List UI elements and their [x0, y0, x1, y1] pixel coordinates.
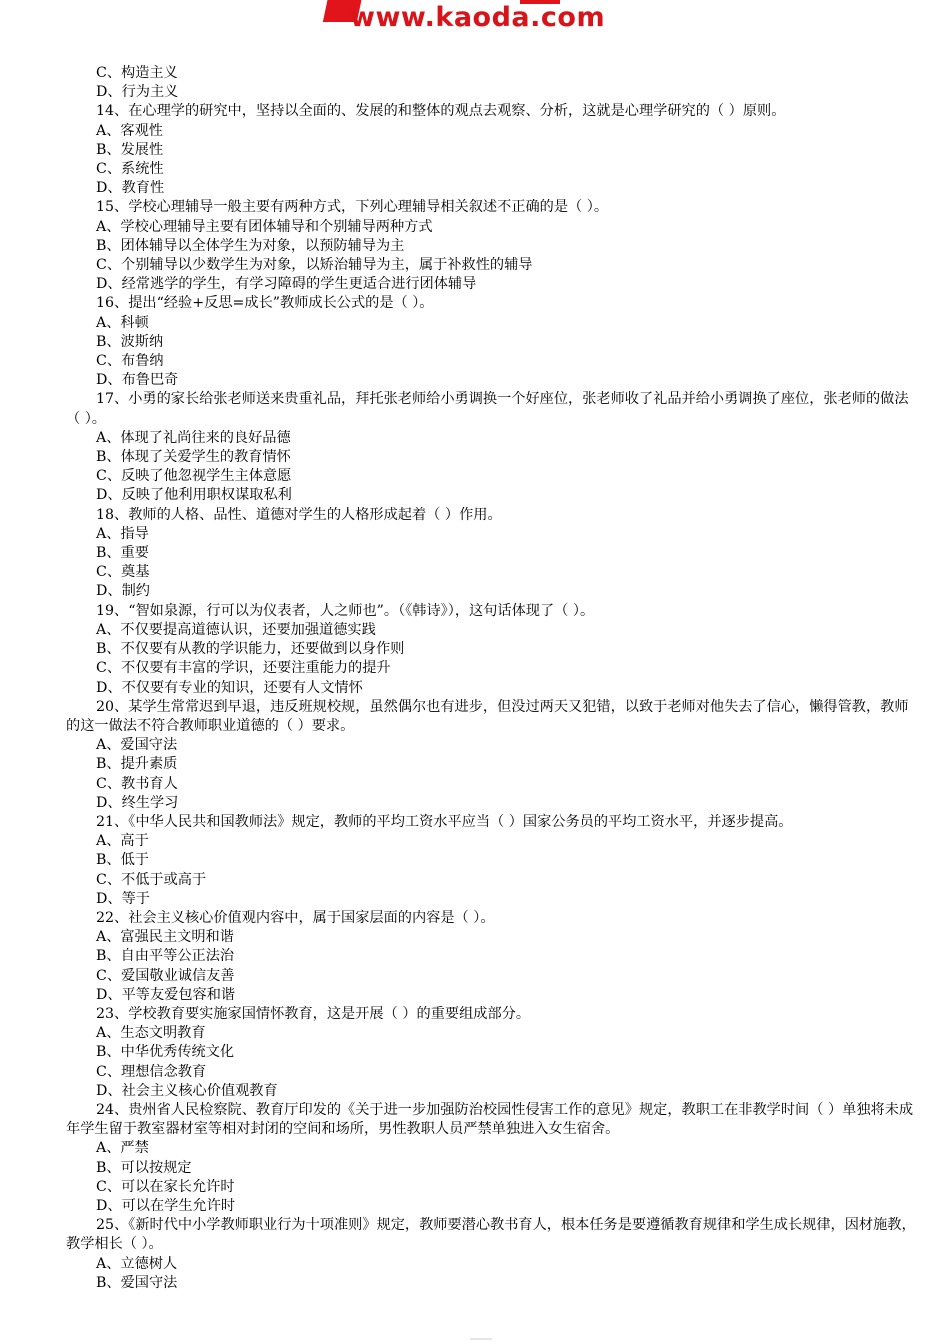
answer-option: B、自由平等公正法治 [96, 948, 235, 965]
answer-option: D、社会主义核心价值观教育 [96, 1082, 278, 1099]
answer-option: D、行为主义 [96, 84, 179, 101]
question-text: 25、《新时代中小学教师职业行为十项准则》规定，教师要潜心教书育人，根本任务是要遵循教育规律和学生成长规律，因材施教，教学相长（ ）。 [66, 1217, 916, 1253]
answer-option: B、重要 [96, 545, 149, 562]
answer-option: B、爱国守法 [96, 1274, 178, 1291]
question-text: 21、《中华人民共和国教师法》规定，教师的平均工资水平应当（ ）国家公务员的平均工资水平，并逐步提高。 [96, 813, 793, 830]
question-text: 16、提出“经验+反思=成长”教师成长公式的是（ ）。 [96, 295, 434, 312]
page-header [0, 0, 950, 40]
question-text: 19、“智如泉源，行可以为仪表者，人之师也”。（《韩诗》），这句话体现了（ ）。 [96, 602, 595, 619]
answer-option: B、可以按规定 [96, 1159, 192, 1176]
answer-option: A、爱国守法 [96, 737, 178, 754]
question-text: 24、贵州省人民检察院、教育厅印发的《关于进一步加强防治校园性侵害工作的意见》规定，教职工在非教学时间（ ）单独将未成年学生留于教室器材室等相对封闭的空间和场所，男性教职人员严禁单独进入女生宿舍。 [66, 1101, 914, 1138]
answer-option: A、立德树人 [96, 1255, 178, 1272]
exam-questions [66, 64, 916, 1293]
question-text: 22、社会主义核心价值观内容中，属于国家层面的内容是（ ）。 [96, 909, 495, 926]
answer-option: B、低于 [96, 852, 149, 869]
answer-option: B、发展性 [96, 141, 164, 158]
answer-option: C、布鲁纳 [96, 353, 164, 370]
answer-option: A、生态文明教育 [96, 1025, 206, 1042]
answer-option: D、不仅要有专业的知识，还要有人文情怀 [96, 679, 363, 696]
question-text: 14、在心理学的研究中，坚持以全面的、发展的和整体的观点去观察、分析，这就是心理学研究的（ ）原则。 [96, 103, 786, 120]
answer-option: C、个别辅导以少数学生为对象，以矫治辅导为主，属于补救性的辅导 [96, 257, 533, 274]
answer-option: B、不仅要有从教的学识能力，还要做到以身作则 [96, 641, 405, 658]
answer-option: C、系统性 [96, 161, 164, 178]
site-url[interactable]: www.kaoda.com [350, 2, 606, 33]
answer-option: D、终生学习 [96, 794, 179, 811]
answer-option: B、波斯纳 [96, 333, 164, 350]
answer-option: A、体现了礼尚往来的良好品德 [96, 429, 291, 446]
page-footer-mark [470, 1338, 492, 1340]
question-text: 23、学校教育要实施家国情怀教育，这是开展（ ）的重要组成部分。 [96, 1005, 531, 1022]
question-text: 15、学校心理辅导一般主要有两种方式，下列心理辅导相关叙述不正确的是（ ）。 [96, 199, 609, 216]
answer-option: D、可以在学生允许时 [96, 1197, 236, 1214]
answer-option: C、爱国敬业诚信友善 [96, 967, 235, 984]
answer-option: B、提升素质 [96, 756, 178, 773]
answer-option: A、学校心理辅导主要有团体辅导和个别辅导两种方式 [96, 218, 433, 235]
answer-option: D、平等友爱包容和谐 [96, 986, 236, 1003]
answer-option: D、制约 [96, 583, 150, 600]
answer-option: A、指导 [96, 525, 149, 542]
answer-option: C、构造主义 [96, 65, 178, 81]
answer-option: C、教书育人 [96, 775, 178, 792]
answer-option: D、经常逃学的学生，有学习障碍的学生更适合进行团体辅导 [96, 276, 477, 293]
answer-option: C、不仅要有丰富的学识，还要注重能力的提升 [96, 660, 391, 677]
answer-option: D、教育性 [96, 180, 165, 197]
answer-option: C、可以在家长允许时 [96, 1178, 235, 1195]
question-text: 20、某学生常常迟到早退，违反班规校规，虽然偶尔也有进步，但没过两天又犯错，以致于老师对他失去了信心，懒得管教，教师的这一做法不符合教师职业道德的（ ）要求。 [66, 698, 909, 734]
answer-option: C、奠基 [96, 564, 150, 581]
answer-option: B、体现了关爱学生的教育情怀 [96, 449, 291, 466]
answer-option: B、中华优秀传统文化 [96, 1044, 235, 1061]
answer-option: A、科顿 [96, 314, 149, 331]
answer-option: A、不仅要提高道德认识，还要加强道德实践 [96, 621, 376, 638]
answer-option: C、理想信念教育 [96, 1063, 207, 1080]
answer-option: A、严禁 [96, 1140, 149, 1157]
answer-option: B、团体辅导以全体学生为对象，以预防辅导为主 [96, 237, 405, 254]
answer-option: A、富强民主文明和谐 [96, 929, 234, 946]
answer-option: D、等于 [96, 890, 150, 907]
answer-option: D、布鲁巴奇 [96, 372, 179, 389]
answer-option: C、不低于或高于 [96, 871, 207, 888]
question-text: 18、教师的人格、品性、道德对学生的人格形成起着（ ）作用。 [96, 506, 502, 523]
question-text: 17、小勇的家长给张老师送来贵重礼品，拜托张老师给小勇调换一个好座位，张老师收了礼品并给小勇调换了座位，张老师的做法（ ）。 [66, 391, 909, 427]
answer-option: D、反映了他利用职权谋取私利 [96, 487, 292, 504]
answer-option: C、反映了他忽视学生主体意愿 [96, 468, 292, 485]
answer-option: A、客观性 [96, 122, 163, 139]
answer-option: A、高于 [96, 833, 149, 850]
